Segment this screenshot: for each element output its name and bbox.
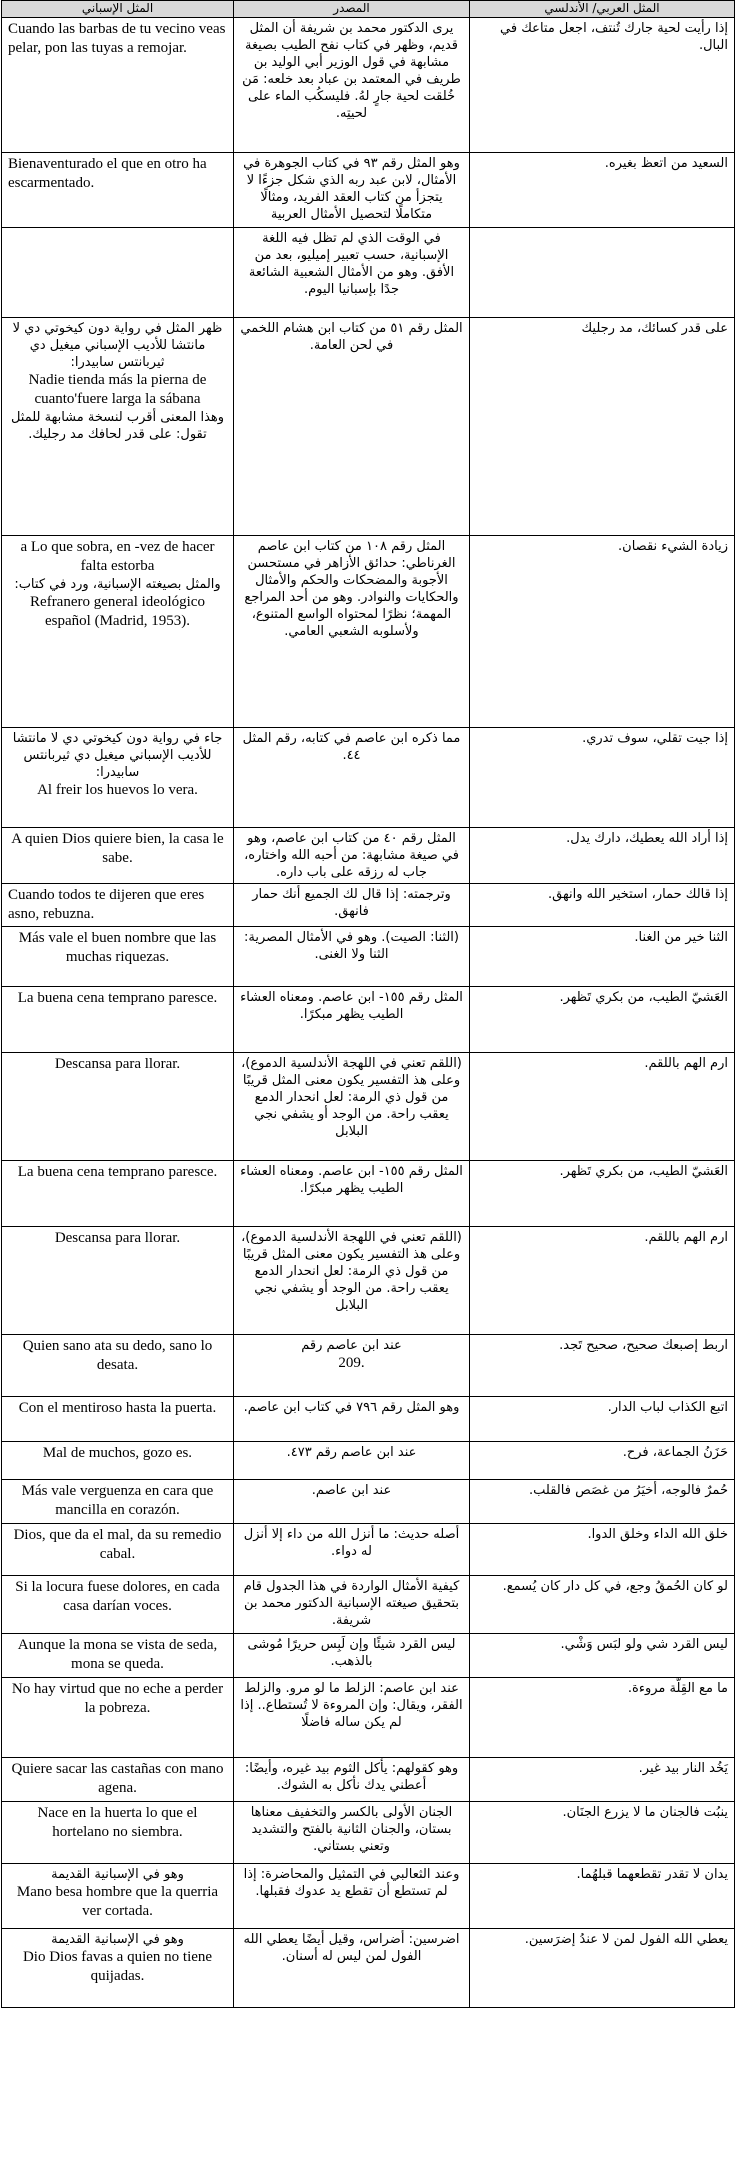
spanish-proverb-text: Dios, que da el mal, da su remedio cabal.	[13, 1527, 222, 1562]
arabic-proverb-cell	[470, 1524, 735, 1576]
source-cell	[234, 728, 470, 828]
table-row	[2, 318, 735, 536]
arabic-proverb-text: يَخُد النار بيد غير.	[638, 1761, 728, 1776]
spanish-proverb-cell	[2, 1802, 234, 1864]
spanish-proverb-text: Descansa para llorar.	[54, 1056, 181, 1072]
proverbs-table	[1, 0, 735, 2008]
arabic-proverb-text: زيادة الشيء نقصان.	[618, 539, 728, 554]
spanish-proverb-cell	[2, 1864, 234, 1929]
spanish-proverb-text: والمثل بصيغته الإسبانية، ورد في كتاب:	[14, 577, 221, 592]
source-text: المثل رقم ٥١ من كتاب ابن هشام اللخمي في لحن العامة.	[240, 321, 463, 353]
spanish-proverb-cell	[2, 153, 234, 228]
table-row	[2, 927, 735, 987]
table-row	[2, 1161, 735, 1227]
source-text: وهو المثل رقم ٩٣ في كتاب الجوهرة في الأمثال، لابن عبد ربه الذي شكل جزءًا لا يتجزأ من كتاب العقد الفريد، ومثالًا متكاملًا لتحصيل الأمثال العربية	[243, 156, 460, 222]
table-row	[2, 1678, 735, 1758]
source-cell	[234, 1227, 470, 1335]
spanish-proverb-cell	[2, 884, 234, 927]
source-cell	[234, 884, 470, 927]
table-row	[2, 1227, 735, 1335]
source-cell	[234, 18, 470, 153]
source-cell	[234, 153, 470, 228]
header-row	[2, 1, 735, 18]
table-row	[2, 1524, 735, 1576]
spanish-proverb-text: Aunque la mona se vista de seda, mona se queda.	[17, 1637, 218, 1672]
source-text: وهو كقولهم: يأكل الثوم بيد غيره، وأيضًا: أعطني يدك نأكل به الشوك.	[244, 1761, 459, 1793]
arabic-proverb-cell	[470, 1634, 735, 1678]
source-text: 209.	[338, 1355, 365, 1371]
arabic-proverb-text: خلق الله الداء وخلق الدوا.	[587, 1527, 728, 1542]
source-text: أصله حديث: ما أنزل الله من داء إلا أنزل له دواء.	[243, 1527, 460, 1559]
spanish-proverb-text: وهو في الإسبانية القديمة	[51, 1932, 184, 1947]
arabic-proverb-text: إذا جيت تقلي، سوف تدري.	[582, 731, 728, 746]
table-row	[2, 1864, 735, 1929]
table-row	[2, 1576, 735, 1634]
spanish-proverb-text: a Lo que sobra, en -vez de hacer falta estorba	[20, 539, 215, 574]
spanish-proverb-cell	[2, 927, 234, 987]
arabic-proverb-text: إذا قالك حمار، استخير الله وانهق.	[548, 887, 728, 902]
source-cell	[234, 1576, 470, 1634]
source-cell	[234, 318, 470, 536]
arabic-proverb-cell	[470, 1227, 735, 1335]
source-cell	[234, 987, 470, 1053]
spanish-proverb-text: Descansa para llorar.	[54, 1230, 181, 1246]
source-text: المثل رقم ١٥٥- ابن عاصم. ومعناه العشاء الطيب يظهر مبكرًا.	[240, 1164, 463, 1196]
table-row	[2, 828, 735, 884]
source-text: مما ذكره ابن عاصم في كتابه، رقم المثل ٤٤.	[242, 731, 461, 763]
arabic-proverb-text: إذا رأيت لحية جارك تُنتف، اجعل متاعك في البال.	[500, 21, 728, 53]
arabic-proverb-text: ارم الهم باللقم.	[644, 1056, 728, 1071]
arabic-proverb-text: السعيد من اتعظ بغيره.	[604, 156, 728, 171]
source-cell	[234, 1480, 470, 1524]
table-row	[2, 987, 735, 1053]
source-cell	[234, 1929, 470, 2008]
source-text: ليس القرد شيئًا وإن لَبِس حريرًا مُوشى بالذهب.	[247, 1637, 456, 1669]
spanish-proverb-text: Más vale verguenza en cara que mancilla en corazón.	[21, 1483, 214, 1518]
source-text: في الوقت الذي لم تظل فيه اللغة الإسبانية، حسب تعبير إميليو، بعد من الأفق. وهو من الأمثال الشعبية الشائعة جدًا بإسبانيا اليوم.	[248, 231, 455, 297]
spanish-proverb-cell	[2, 1576, 234, 1634]
table-row	[2, 1480, 735, 1524]
arabic-proverb-cell	[470, 884, 735, 927]
table-row	[2, 1397, 735, 1442]
header-spanish-proverb: المثل الإسباني	[2, 1, 234, 18]
table-row	[2, 1802, 735, 1864]
arabic-proverb-text: إذا أراد الله يعطيك، دارك يدل.	[566, 831, 728, 846]
arabic-proverb-text: العَشيّ الطيب، من بكري تَظهر.	[559, 990, 728, 1005]
table-row	[2, 1442, 735, 1480]
source-text: المثل رقم ١٠٨ من كتاب ابن عاصم الغرناطي: حدائق الأزاهر في مستحسن الأجوبة والمضحكات والحكم والأمثال والحكايات والنوادر. وهو من أحد المراجع المهمة؛ نظرًا لمحتواه الواسع المتنوع، ولأسلوبه الشعبي العامي.	[244, 539, 459, 639]
spanish-proverb-cell	[2, 18, 234, 153]
spanish-proverb-text: Refranero general ideológico español (Madrid, 1953).	[30, 594, 205, 629]
spanish-proverb-cell	[2, 1480, 234, 1524]
spanish-proverb-cell	[2, 1335, 234, 1397]
arabic-proverb-text: العَشيّ الطيب، من بكري تَظهر.	[559, 1164, 728, 1179]
arabic-proverb-cell	[470, 228, 735, 318]
arabic-proverb-text: اربط إصبعك صحيح، صحيح تَجد.	[559, 1338, 728, 1353]
arabic-proverb-text: ليس القرد شي ولو لبَس وَشْي.	[560, 1637, 728, 1652]
source-text: يرى الدكتور محمد بن شريفة أن المثل قديم، وظهر في كتاب نفح الطيب بصيغة مشابهة في قول الوزير أبي الوليد بن طريف في المعتمد بن عباد بعد خلعه: مَن خُلقت لحية جارٍ لهُ. فليسكُب الماء على لحيتِه.	[242, 21, 461, 121]
spanish-proverb-cell	[2, 1053, 234, 1161]
spanish-proverb-text: Mal de muchos, gozo es.	[42, 1445, 193, 1461]
spanish-proverb-cell	[2, 318, 234, 536]
spanish-proverb-text: Mano besa hombre que la querria ver cortada.	[16, 1884, 219, 1919]
spanish-proverb-text: Si la locura fuese dolores, en cada casa darían voces.	[15, 1579, 220, 1614]
source-text: كيفية الأمثال الواردة في هذا الجدول قام بتحقيق صيغته الإسبانية الدكتور محمد بن شريفة.	[243, 1579, 460, 1628]
arabic-proverb-cell	[470, 728, 735, 828]
source-cell	[234, 1634, 470, 1678]
table-row	[2, 1758, 735, 1802]
spanish-proverb-cell	[2, 1758, 234, 1802]
source-text: عند ابن عاصم رقم	[301, 1338, 402, 1353]
source-cell	[234, 1802, 470, 1864]
arabic-proverb-cell	[470, 828, 735, 884]
arabic-proverb-cell	[470, 1053, 735, 1161]
arabic-proverb-text: يعطي الله الفول لمن لا عندُ إضرَسين.	[524, 1932, 728, 1947]
arabic-proverb-text: ارم الهم باللقم.	[644, 1230, 728, 1245]
table-row	[2, 728, 735, 828]
spanish-proverb-cell	[2, 1161, 234, 1227]
table-body	[2, 18, 735, 2008]
table-row	[2, 1634, 735, 1678]
table-row	[2, 884, 735, 927]
source-cell	[234, 1161, 470, 1227]
table-row	[2, 536, 735, 728]
spanish-proverb-cell	[2, 1227, 234, 1335]
spanish-proverb-cell	[2, 1397, 234, 1442]
spanish-proverb-text: No hay virtud que no eche a perder la pobreza.	[11, 1681, 224, 1716]
arabic-proverb-cell	[470, 987, 735, 1053]
arabic-proverb-cell	[470, 318, 735, 536]
arabic-proverb-cell	[470, 1397, 735, 1442]
arabic-proverb-cell	[470, 536, 735, 728]
table-row	[2, 1335, 735, 1397]
arabic-proverb-text: الثنا خير من الغنا.	[634, 930, 728, 945]
source-cell	[234, 1524, 470, 1576]
arabic-proverb-text: حَزَنُ الجماعة، فرح.	[622, 1445, 728, 1460]
spanish-proverb-text: وهو في الإسبانية القديمة	[51, 1867, 184, 1882]
arabic-proverb-text: حُمرٌ فالوجه، أخيَرُ من غصَص فالقلب.	[529, 1483, 728, 1498]
table-row	[2, 153, 735, 228]
source-cell	[234, 536, 470, 728]
spanish-proverb-cell	[2, 1442, 234, 1480]
arabic-proverb-text: على قدر كسائك، مد رجليك	[581, 321, 728, 336]
source-text: اضرسين: أضراس، وقيل أيضًا يعطي الله الفول لمن ليس له أسنان.	[243, 1932, 460, 1964]
spanish-proverb-text: Cuando las barbas de tu vecino veas pelar, pon las tuyas a remojar.	[8, 21, 226, 56]
source-text: المثل رقم ١٥٥- ابن عاصم. ومعناه العشاء الطيب يظهر مبكرًا.	[240, 990, 463, 1022]
arabic-proverb-text: ما مع القِلّة مروءة.	[627, 1681, 728, 1696]
arabic-proverb-cell	[470, 153, 735, 228]
spanish-proverb-text: Cuando todos te dijeren que eres asno, rebuzna.	[8, 887, 205, 922]
source-text: (اللقم تعني في اللهجة الأندلسية الدموع)، وعلى هذ التفسير يكون معنى المثل قريبًا من قول ذي الرمة: لعل انحدار الدمع يعقب راحة. من الوجد أو يشفي نجي البلابل	[241, 1230, 462, 1313]
spanish-proverb-cell	[2, 1929, 234, 2008]
spanish-proverb-text: Dio Dios favas a quien no tiene quijadas.	[22, 1949, 213, 1984]
source-cell	[234, 1442, 470, 1480]
arabic-proverb-cell	[470, 1335, 735, 1397]
spanish-proverb-text: Nace en la huerta lo que el hortelano no siembra.	[37, 1805, 198, 1840]
source-cell	[234, 1758, 470, 1802]
spanish-proverb-text: جاء في رواية دون كيخوتي دي لا مانتشا للأديب الإسباني ميغيل دي ثيربانتس سابيدرا:	[12, 731, 223, 780]
source-text: المثل رقم ٤٠ من كتاب ابن عاصم، وهو في صيغة مشابهة: من أحبه الله واختاره، جاب له رزقه على باب داره.	[244, 831, 459, 880]
spanish-proverb-text: Con el mentiroso hasta la puerta.	[18, 1400, 217, 1416]
table-row	[2, 1929, 735, 2008]
source-cell	[234, 1397, 470, 1442]
source-cell	[234, 1864, 470, 1929]
spanish-proverb-cell	[2, 1524, 234, 1576]
arabic-proverb-cell	[470, 1161, 735, 1227]
source-text: (اللقم تعني في اللهجة الأندلسية الدموع)، وعلى هذ التفسير يكون معنى المثل قريبًا من قول ذي الرمة: لعل انحدار الدمع يعقب راحة. من الوجد أو يشفي نجي البلابل	[241, 1056, 462, 1139]
source-cell	[234, 1053, 470, 1161]
source-cell	[234, 927, 470, 987]
arabic-proverb-text: لو كان الحُمقُ وجع، في كل دار كان يُسمع.	[502, 1579, 728, 1594]
spanish-proverb-text: A quien Dios quiere bien, la casa le sabe.	[11, 831, 224, 866]
source-cell	[234, 828, 470, 884]
source-text: (الثنا: الصيت). وهو في الأمثال المصرية: الثنا ولا الغنى.	[244, 930, 459, 962]
arabic-proverb-cell	[470, 1758, 735, 1802]
table-row	[2, 1053, 735, 1161]
table-row	[2, 228, 735, 318]
arabic-proverb-text: يدان لا تقدر تقطعهما قبلهُما.	[576, 1867, 728, 1882]
arabic-proverb-cell	[470, 1678, 735, 1758]
arabic-proverb-cell	[470, 1480, 735, 1524]
spanish-proverb-cell	[2, 228, 234, 318]
source-text: وترجمته: إذا قال لك الجميع أنك حمار فانهق.	[252, 887, 451, 919]
spanish-proverb-cell	[2, 828, 234, 884]
source-cell	[234, 228, 470, 318]
spanish-proverb-text: Al freir los huevos lo vera.	[37, 782, 198, 798]
header-source: المصدر	[234, 1, 470, 18]
spanish-proverb-text: Bienaventurado el que en otro ha escarmentado.	[8, 156, 207, 191]
spanish-proverb-text: Más vale el buen nombre que las muchas riquezas.	[18, 930, 217, 965]
arabic-proverb-cell	[470, 1576, 735, 1634]
arabic-proverb-cell	[470, 18, 735, 153]
header-arabic-proverb: المثل العربي/ الأندلسي	[470, 1, 735, 18]
source-text: وعند الثعالبي في التمثيل والمحاضرة: إذا لم تستطع أن تقطع يد عدوك فقبلها.	[243, 1867, 460, 1899]
arabic-proverb-text: اتبع الكذاب لباب الدار.	[607, 1400, 728, 1415]
arabic-proverb-cell	[470, 1864, 735, 1929]
table-row	[2, 18, 735, 153]
arabic-proverb-text: ينبُت فالجنان ما لا يزرع الجنَان.	[562, 1805, 728, 1820]
source-text: وهو المثل رقم ٧٩٦ في كتاب ابن عاصم.	[243, 1400, 460, 1415]
source-text: عند ابن عاصم.	[311, 1483, 392, 1498]
spanish-proverb-text: La buena cena temprano paresce.	[17, 1164, 218, 1180]
source-text: الجنان الأولى بالكسر والتخفيف معناها بستان، والجنان الثانية بالفتح والتشديد وتعني بستاني.	[250, 1805, 453, 1854]
spanish-proverb-cell	[2, 1678, 234, 1758]
spanish-proverb-text: ظهر المثل في رواية دون كيخوتي دي لا مانتشا للأديب الإسباني ميغيل دي ثيربانتس سابيدرا:	[12, 321, 223, 370]
spanish-proverb-text: Nadie tienda más la pierna de cuanto'fuere larga la sábana	[28, 372, 207, 407]
spanish-proverb-text: Quiere sacar las castañas con mano agena.	[11, 1761, 224, 1796]
spanish-proverb-cell	[2, 1634, 234, 1678]
spanish-proverb-cell	[2, 536, 234, 728]
spanish-proverb-text: La buena cena temprano paresce.	[17, 990, 218, 1006]
arabic-proverb-cell	[470, 1929, 735, 2008]
spanish-proverb-cell	[2, 987, 234, 1053]
source-cell	[234, 1678, 470, 1758]
spanish-proverb-text: Quien sano ata su dedo, sano lo desata.	[22, 1338, 213, 1373]
arabic-proverb-cell	[470, 927, 735, 987]
arabic-proverb-cell	[470, 1442, 735, 1480]
spanish-proverb-cell	[2, 728, 234, 828]
arabic-proverb-cell	[470, 1802, 735, 1864]
source-cell	[234, 1335, 470, 1397]
spanish-proverb-text: وهذا المعنى أقرب لنسخة مشابهة للمثل تقول: على قدر لحافك مد رجليك.	[10, 410, 225, 442]
source-text: عند ابن عاصم رقم ٤٧٣.	[286, 1445, 417, 1460]
source-text: عند ابن عاصم: الزلط ما لو مرو. والزلط الفقر، ويقال: وإن المروءة لا تُستطاع.. إذا لم يكن ساله فاضلًا	[240, 1681, 463, 1730]
